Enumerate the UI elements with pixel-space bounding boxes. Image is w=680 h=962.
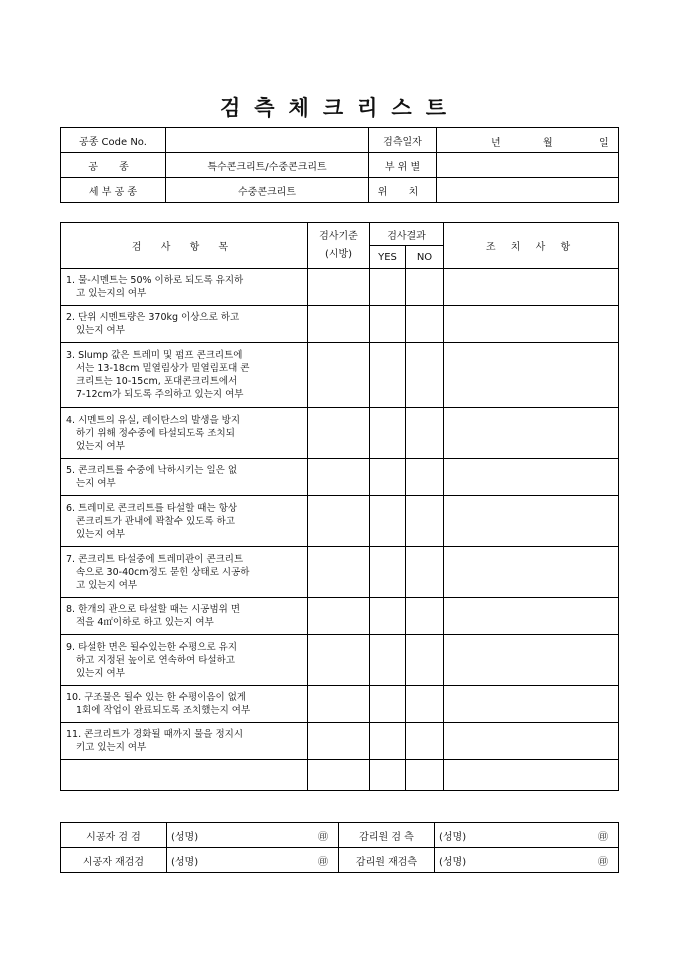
no-cell[interactable] bbox=[406, 408, 444, 459]
date-label: 검측일자 bbox=[369, 128, 437, 153]
check-item-text: 5. 콘크리트를 수중에 낙하시키는 일은 없 는지 여부 bbox=[61, 459, 308, 496]
checklist-table bbox=[60, 222, 619, 791]
no-cell[interactable] bbox=[406, 723, 444, 760]
no-cell[interactable] bbox=[406, 306, 444, 343]
yes-cell[interactable] bbox=[370, 547, 406, 598]
location-label: 위 치 bbox=[369, 178, 437, 203]
action-cell[interactable] bbox=[444, 760, 619, 791]
no-cell[interactable] bbox=[406, 269, 444, 306]
no-cell[interactable] bbox=[406, 496, 444, 547]
check-item-text: 2. 단위 시멘트량은 370kg 이상으로 하고 있는지 여부 bbox=[61, 306, 308, 343]
type-label: 공 종 bbox=[61, 153, 166, 178]
type-value[interactable]: 특수콘크리트/수중콘크리트 bbox=[166, 153, 369, 178]
header-criteria bbox=[308, 223, 370, 269]
date-day: 일 bbox=[599, 138, 609, 149]
seal-icon: ㊞ bbox=[318, 856, 328, 868]
criteria-cell[interactable] bbox=[308, 635, 370, 686]
action-cell[interactable] bbox=[444, 686, 619, 723]
yes-cell[interactable] bbox=[370, 635, 406, 686]
criteria-cell[interactable] bbox=[308, 269, 370, 306]
check-row bbox=[61, 686, 619, 723]
seal-icon: ㊞ bbox=[598, 856, 608, 868]
header-criteria-label: 검사기준 bbox=[319, 230, 358, 242]
check-item-text: 11. 콘크리트가 경화될 때까지 물을 정지시 키고 있는지 여부 bbox=[61, 723, 308, 760]
contractor-reinspect-signature[interactable]: (성명) ㊞ bbox=[167, 848, 339, 873]
code-value[interactable] bbox=[166, 128, 369, 153]
yes-cell[interactable] bbox=[370, 343, 406, 408]
check-row bbox=[61, 459, 619, 496]
criteria-cell[interactable] bbox=[308, 408, 370, 459]
info-table bbox=[60, 127, 619, 203]
header-no: NO bbox=[406, 246, 444, 269]
detail-value[interactable]: 수중콘크리트 bbox=[166, 178, 369, 203]
check-row bbox=[61, 547, 619, 598]
check-row bbox=[61, 635, 619, 686]
date-value[interactable] bbox=[437, 128, 619, 153]
detail-label: 세 부 공 종 bbox=[61, 178, 166, 203]
yes-cell[interactable] bbox=[370, 760, 406, 791]
action-cell[interactable] bbox=[444, 635, 619, 686]
part-label: 부 위 별 bbox=[369, 153, 437, 178]
signature-table bbox=[60, 822, 619, 873]
no-cell[interactable] bbox=[406, 343, 444, 408]
supervisor-inspect-label: 감리원 검 측 bbox=[339, 823, 435, 848]
yes-cell[interactable] bbox=[370, 269, 406, 306]
yes-cell[interactable] bbox=[370, 598, 406, 635]
supervisor-reinspect-signature[interactable]: (성명) ㊞ bbox=[435, 848, 619, 873]
criteria-cell[interactable] bbox=[308, 459, 370, 496]
no-cell[interactable] bbox=[406, 635, 444, 686]
contractor-reinspect-label: 시공자 재검검 bbox=[61, 848, 167, 873]
criteria-cell[interactable] bbox=[308, 496, 370, 547]
no-cell[interactable] bbox=[406, 686, 444, 723]
supervisor-reinspect-label: 감리원 재검측 bbox=[339, 848, 435, 873]
check-item-text: 10. 구조물은 될수 있는 한 수평이음이 없게 1회에 작업이 완료되도록 조치했는지 여부 bbox=[61, 686, 308, 723]
date-year: 년 bbox=[491, 138, 501, 149]
criteria-cell[interactable] bbox=[308, 686, 370, 723]
yes-cell[interactable] bbox=[370, 408, 406, 459]
action-cell[interactable] bbox=[444, 723, 619, 760]
location-value[interactable] bbox=[437, 178, 619, 203]
check-row bbox=[61, 496, 619, 547]
yes-cell[interactable] bbox=[370, 496, 406, 547]
action-cell[interactable] bbox=[444, 496, 619, 547]
check-item-text: 8. 한개의 관으로 타설할 때는 시공범위 면 적을 4㎡이하로 하고 있는지 여부 bbox=[61, 598, 308, 635]
contractor-inspect-signature[interactable]: (성명) ㊞ bbox=[167, 823, 339, 848]
supervisor-inspect-signature[interactable]: (성명) ㊞ bbox=[435, 823, 619, 848]
check-row-empty bbox=[61, 760, 619, 791]
contractor-inspect-label: 시공자 검 검 bbox=[61, 823, 167, 848]
no-cell[interactable] bbox=[406, 598, 444, 635]
check-row bbox=[61, 598, 619, 635]
check-item-text: 6. 트레미로 콘크리트를 타설할 때는 항상 콘크리트가 관내에 꽉찰수 있도록 하고 있는지 여부 bbox=[61, 496, 308, 547]
check-row bbox=[61, 343, 619, 408]
action-cell[interactable] bbox=[444, 343, 619, 408]
yes-cell[interactable] bbox=[370, 723, 406, 760]
yes-cell[interactable] bbox=[370, 306, 406, 343]
part-value[interactable] bbox=[437, 153, 619, 178]
action-cell[interactable] bbox=[444, 459, 619, 496]
check-row bbox=[61, 269, 619, 306]
check-item-text: 1. 물-시멘트는 50% 이하로 되도록 유지하 고 있는지의 여부 bbox=[61, 269, 308, 306]
check-row bbox=[61, 306, 619, 343]
seal-icon: ㊞ bbox=[598, 831, 608, 843]
criteria-cell[interactable] bbox=[308, 306, 370, 343]
action-cell[interactable] bbox=[444, 547, 619, 598]
no-cell[interactable] bbox=[406, 547, 444, 598]
action-cell[interactable] bbox=[444, 598, 619, 635]
header-action: 조 치 사 항 bbox=[444, 223, 619, 269]
seal-icon: ㊞ bbox=[318, 831, 328, 843]
action-cell[interactable] bbox=[444, 269, 619, 306]
action-cell[interactable] bbox=[444, 306, 619, 343]
yes-cell[interactable] bbox=[370, 686, 406, 723]
check-item-text: 4. 시멘트의 유실, 레이탄스의 발생을 방지 하기 위해 정수중에 타설되도록 조치되 었는지 여부 bbox=[61, 408, 308, 459]
check-item-text: 3. Slump 값은 트레미 및 펌프 콘크리트에 서는 13-18cm 밑열림상가 밑열림포대 콘 크리트는 10-15cm, 포대콘크리트에서 7-12cm가 되도록 주의하고 있는지 여부 bbox=[61, 343, 308, 408]
criteria-cell[interactable] bbox=[308, 723, 370, 760]
no-cell[interactable] bbox=[406, 459, 444, 496]
date-month: 월 bbox=[543, 138, 553, 149]
check-row bbox=[61, 408, 619, 459]
criteria-cell[interactable] bbox=[308, 598, 370, 635]
check-row bbox=[61, 723, 619, 760]
header-result: 검사결과 bbox=[370, 223, 444, 246]
check-item-text: 7. 콘크리트 타설중에 트레미관이 콘크리트 속으로 30-40cm정도 묻힌 상태로 시공하 고 있는지 여부 bbox=[61, 547, 308, 598]
criteria-cell[interactable] bbox=[308, 760, 370, 791]
action-cell[interactable] bbox=[444, 408, 619, 459]
page-title: 검측체크리스트 bbox=[219, 95, 460, 120]
code-label: 공종 Code No. bbox=[61, 128, 166, 153]
yes-cell[interactable] bbox=[370, 459, 406, 496]
check-item-text[interactable] bbox=[61, 760, 308, 791]
no-cell[interactable] bbox=[406, 760, 444, 791]
header-item: 검 사 항 목 bbox=[61, 223, 308, 269]
criteria-cell[interactable] bbox=[308, 547, 370, 598]
header-criteria-sub: (시방) bbox=[324, 248, 353, 260]
header-yes: YES bbox=[370, 246, 406, 269]
check-item-text: 9. 타설한 면은 될수있는한 수평으로 유지 하고 지정된 높이로 연속하여 타설하고 있는지 여부 bbox=[61, 635, 308, 686]
criteria-cell[interactable] bbox=[308, 343, 370, 408]
